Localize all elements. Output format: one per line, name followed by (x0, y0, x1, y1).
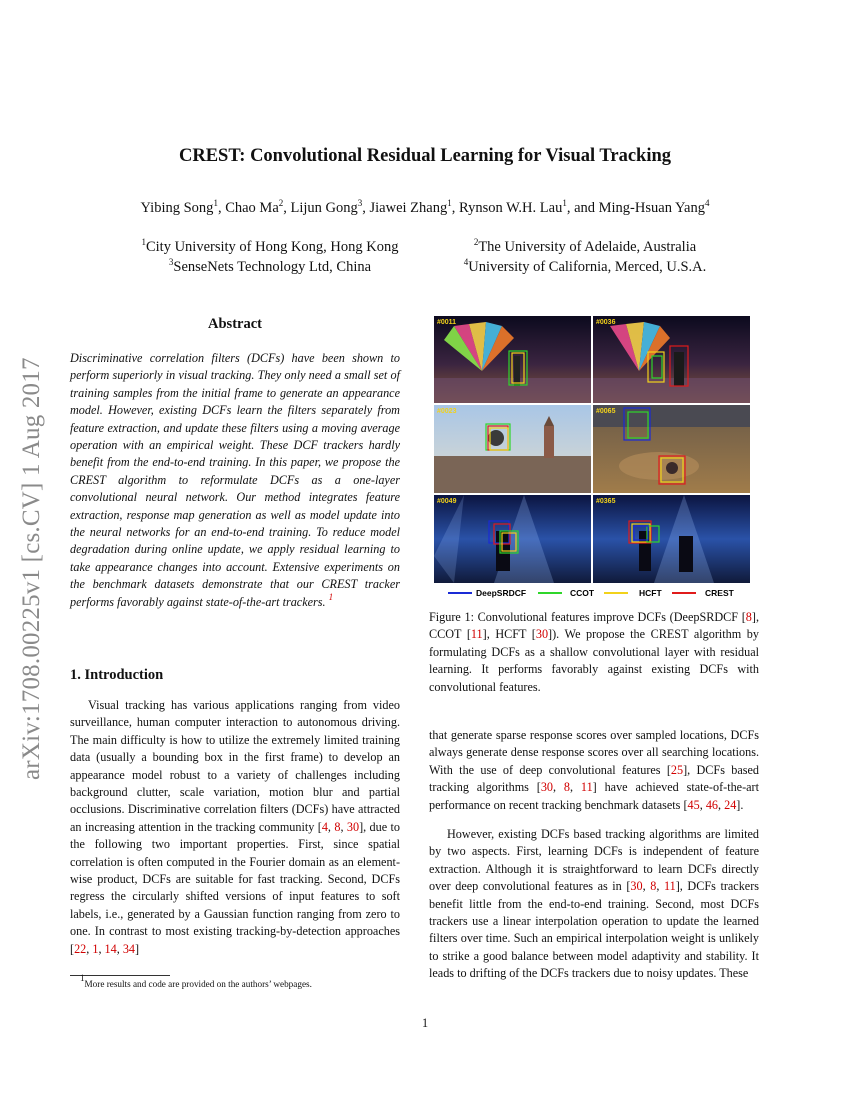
frame-label: #0065 (596, 408, 616, 415)
affiliation-mark: 4 (704, 198, 710, 208)
citation-link[interactable]: 30 (540, 780, 554, 795)
author-name: Yibing Song (140, 200, 214, 216)
affiliation-mark: 2 (278, 198, 284, 208)
citation-link[interactable]: 46 (705, 797, 718, 812)
frame-0049 (434, 495, 591, 583)
affiliation-mark: 1 (562, 198, 567, 208)
abstract-text: Discriminative correlation filters (DCFs) have been shown to perform superiorly in visual tracking. They only need a small set of training samples from the initial frame to generate an appearance model. However, existing DCFs learn the filters separately from feature extraction, and update these filters using a moving average operation with an empirical weight. These DCF trackers hardly benefit from the end-to-end training. In this paper, we propose the CREST algorithm to reformulate DCFs as a one-layer convolutional neural network. Our method integrates feature extraction, response map generation as well as model update into the neural networks for an end-to-end training. To reduce model degradation during online update, we apply residual learning to take appearance changes into account. Extensive experiments on the benchmark datasets demonstrate that our CREST tracker performs favorably against state-of-the-art trackers. $^1$ (70, 351, 400, 609)
citation-link[interactable]: 25 (670, 762, 684, 777)
footnote-rule (70, 975, 170, 976)
citation-link[interactable]: 14 (104, 941, 117, 956)
author-name: Rynson W.H. Lau (458, 200, 563, 216)
affiliation-mark: 3 (357, 198, 363, 208)
frame-0011 (434, 316, 591, 403)
frame-0065 (593, 405, 750, 493)
citation-link[interactable]: 24 (724, 797, 737, 812)
footnote-mark[interactable]: 1 (328, 591, 334, 602)
legend-label: CREST (705, 588, 734, 598)
frame-label: #0023 (437, 408, 457, 415)
citation-link[interactable]: 8 (334, 819, 341, 834)
frame-label: #0049 (437, 498, 457, 505)
citation-link[interactable]: 30 (346, 819, 360, 834)
affiliation-1: $^1$City University of Hong Kong, Hong Kong (141, 237, 399, 255)
paper-title: CREST: Convolutional Residual Learning for Visual Tracking (178, 146, 672, 166)
figure-caption: Figure 1: Convolutional features improve DCFs (DeepSRDCF [8], CCOT [11], HCFT [30]). We propose the CREST algorithm by formulating DCFs as a shallow convolutional layer with residual learning. It performs favorably against existing DCFs with convolutional features. (429, 610, 759, 694)
right-column-paragraph: that generate sparse response scores over sampled locations, DCFs always generate dense response scores over all searching locations. With the use of deep convolutional features [25], DCFs based tracking algorithms [30, 8, 11] have achieved state-of-the-art performance on recent tracking benchmark datasets [45, 46, 24]. (429, 728, 760, 812)
author-name: Lijun Gong (290, 200, 358, 216)
citation-link[interactable]: 8 (563, 780, 571, 795)
legend-label: CCOT (570, 588, 595, 598)
citation-link[interactable]: 8 (650, 879, 657, 894)
intro-paragraph: Visual tracking has various applications ranging from video surveillance, human computer interaction to autonomous driving. The main difficulty is how to utilize the extremely limited training data (usually a bounding box in the first frame) to develop an appearance model robust to a variety of challenges including background clutter, scale variation, motion blur and partial occlusions. Discriminative correlation filters (DCFs) have attracted an increasing attention in the tracking community [4, 8, 30], due to the following two important properties. First, since spatial correlation is often computed in the Fourier domain as an element-wise product, DCFs are suitable for fast tracking. Second, DCFs regress the circularly shifted versions of input features to soft labels, i.e., generated by a Gaussian function ranging from zero to one. In contrast to most existing tracking-by-detection approaches [22, 1, 14, 34] (70, 698, 401, 956)
frame-label: #0365 (596, 498, 616, 505)
section-heading: 1. Introduction (70, 667, 164, 683)
affiliation-mark: 1 (447, 198, 452, 208)
affiliation-mark: 1 (213, 198, 218, 208)
citation-link[interactable]: 4 (321, 819, 328, 834)
author-name: Jiawei Zhang (369, 200, 448, 216)
arxiv-identifier: arXiv:1708.00225v1 [cs.CV] 1 Aug 2017 (18, 357, 45, 780)
legend-label: DeepSRDCF (476, 588, 527, 598)
citation-link[interactable]: 11 (580, 780, 593, 795)
frame-0036 (593, 316, 750, 403)
figure-1 (434, 316, 750, 601)
footnote: $^1$More results and code are provided on the authors’ webpages. (80, 973, 312, 989)
affiliation-3: $^3$SenseNets Technology Ltd, China (168, 257, 372, 275)
citation-link[interactable]: 34 (122, 941, 135, 956)
affiliation-4: $^4$University of California, Merced, U.S.A. (463, 257, 707, 275)
citation-link[interactable]: 11 (663, 879, 676, 894)
frame-label: #0036 (596, 319, 616, 326)
author-name: Ming-Hsuan Yang (598, 200, 705, 216)
citation-link[interactable]: 45 (687, 797, 700, 812)
legend-label: HCFT (639, 588, 662, 598)
author-name: Chao Ma (225, 200, 279, 216)
figure-legend (448, 588, 735, 598)
page-number: 1 (421, 1016, 429, 1030)
citation-link[interactable]: 22 (74, 941, 87, 956)
abstract-heading: Abstract (208, 316, 262, 332)
frame-label: #0011 (437, 319, 457, 326)
author-list: Yibing Song$^1$, Chao Ma$^2$, Lijun Gong$^3$, Jiawei Zhang$^1$, Rynson W.H. Lau$^1$, and Ming-Hsuan Yang$^4$ (140, 198, 710, 216)
citation-link[interactable]: 8 (745, 610, 752, 624)
citation-link[interactable]: 11 (470, 627, 483, 642)
citation-link[interactable]: 1 (92, 941, 99, 956)
affiliations-left (120, 237, 420, 277)
right-column-paragraph: However, existing DCFs based tracking algorithms are limited by two aspects. First, learning DCFs is independent of feature extraction. Although it is straightforward to learn DCFs directly over deep convolutional features as in [30, 8, 11], DCFs trackers benefit little from the end-to-end training. Second, most DCFs trackers use a linear interpolation operation to update the learned filters over time. Such an empirical interpolation weight is unlikely to strike a good balance between model adaptivity and stability. It leads to drifting of the DCFs trackers due to noisy updates. These (429, 827, 760, 981)
affiliation-2: $^2$The University of Adelaide, Australia (473, 237, 697, 255)
affiliations-right (432, 237, 738, 277)
frame-0023 (434, 405, 591, 493)
citation-link[interactable]: 30 (535, 627, 549, 642)
citation-link[interactable]: 30 (630, 879, 643, 894)
frame-0365 (593, 495, 750, 583)
